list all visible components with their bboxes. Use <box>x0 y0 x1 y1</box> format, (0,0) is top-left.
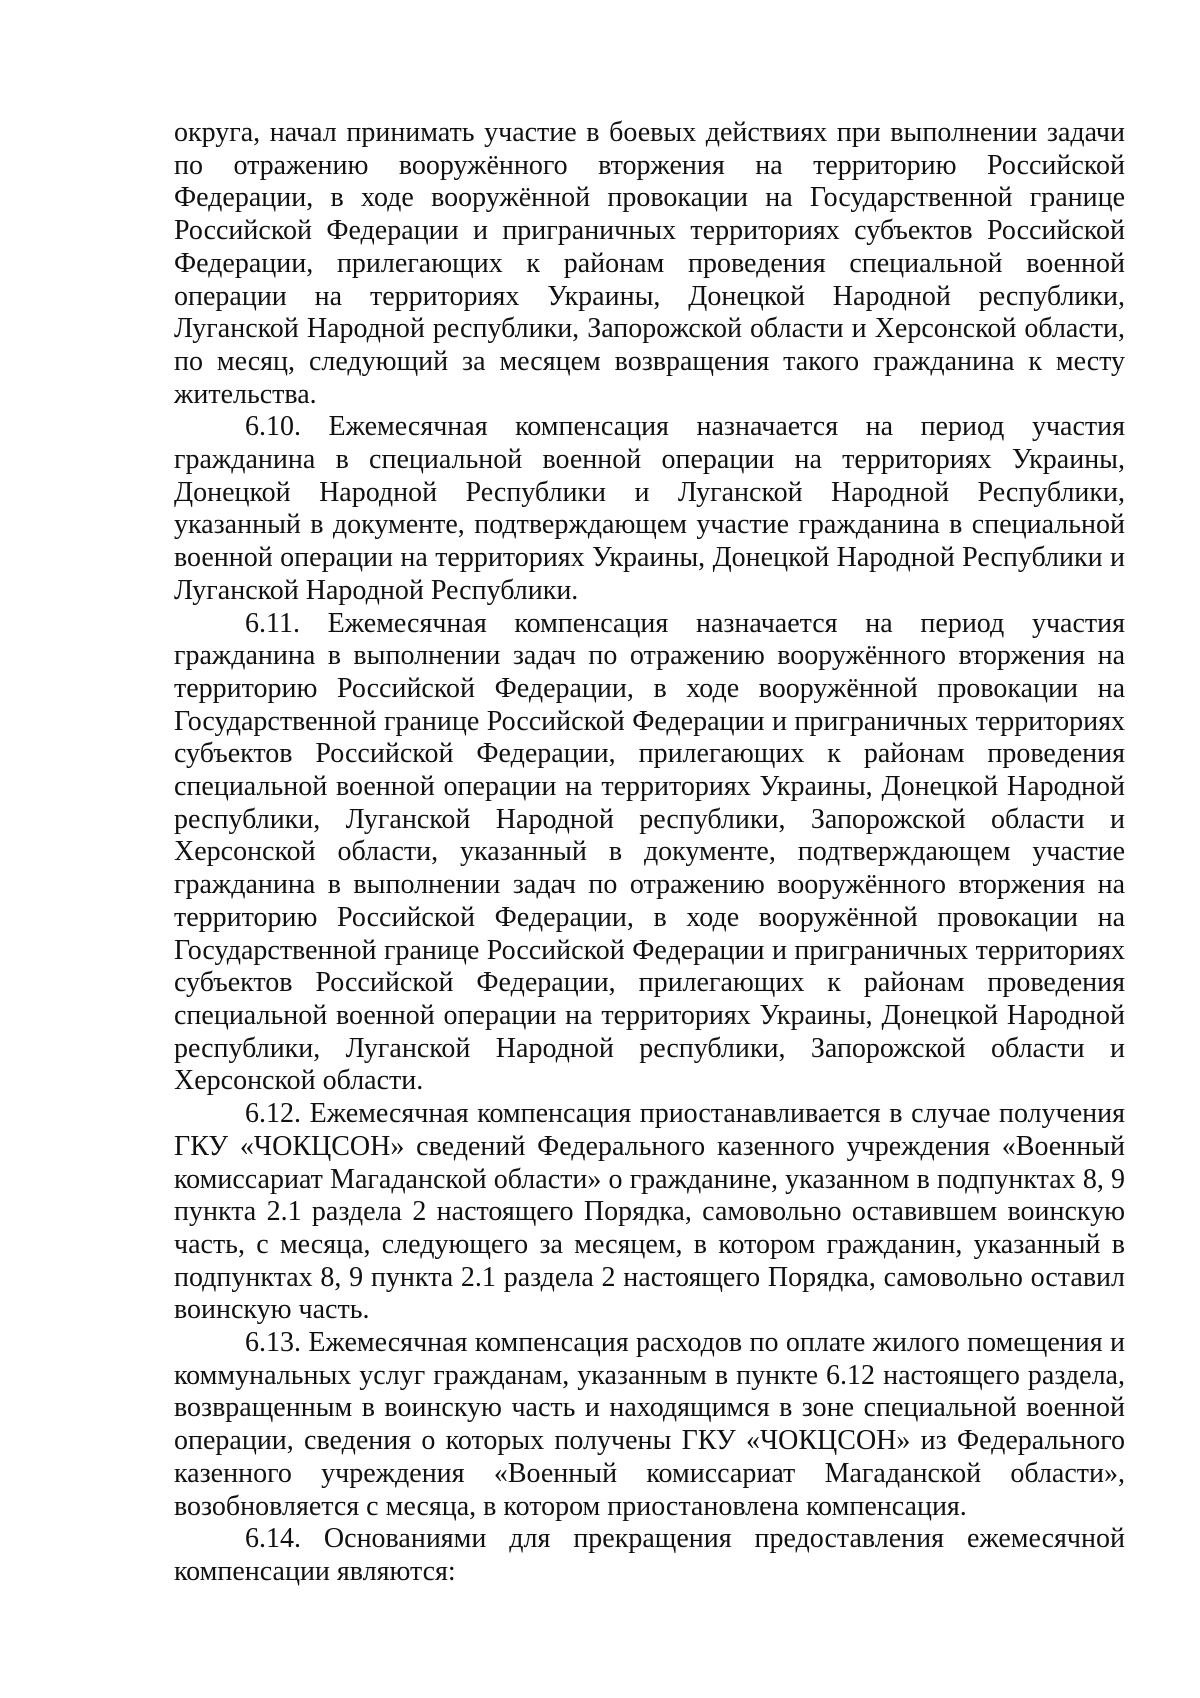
paragraph-6-13: 6.13. Ежемесячная компенсация расходов по оплате жилого помещения и коммунальных услуг гражданам, указанным в пункте 6.12 настоящего раздела, возвращенным в воинскую часть и находящимся в зоне специальной военной операции, сведения о которых получены ГКУ «ЧОКЦСОН» из Федерального казенного учреждения «Военный комиссариат Магаданской области», возобновляется с месяца, в котором приостановлена компенсация. <box>174 1327 1125 1522</box>
paragraph-6-12: 6.12. Ежемесячная компенсация приостанавливается в случае получения ГКУ «ЧОКЦСОН» сведений Федерального казенного учреждения «Военный комиссариат Магаданской области» о гражданине, указанном в подпунктах 8, 9 пункта 2.1 раздела 2 настоящего Порядка, самовольно оставившем воинскую часть, с месяца, следующего за месяцем, в котором гражданин, указанный в подпунктах 8, 9 пункта 2.1 раздела 2 настоящего Порядка, самовольно оставил воинскую часть. <box>174 1098 1125 1326</box>
paragraph-continuation: округа, начал принимать участие в боевых действиях при выполнении задачи по отражению вооружённого вторжения на территорию Российской Федерации, в ходе вооружённой провокации на Государственной границе Российской Федерации и приграничных территориях субъектов Российской Федерации, прилегающих к районам проведения специальной военной операции на территориях Украины, Донецкой Народной республики, Луганской Народной республики, Запорожской области и Херсонской области, по месяц, следующий за месяцем возвращения такого гражданина к месту жительства. <box>174 117 1125 410</box>
paragraph-6-14: 6.14. Основаниями для прекращения предоставления ежемесячной компенсации являются: <box>174 1523 1125 1587</box>
document-body <box>174 117 1125 1589</box>
paragraph-6-10: 6.10. Ежемесячная компенсация назначается на период участия гражданина в специальной военной операции на территориях Украины, Донецкой Народной Республики и Луганской Народной Республики, указанный в документе, подтверждающем участие гражданина в специальной военной операции на территориях Украины, Донецкой Народной Республики и Луганской Народной Республики. <box>174 411 1125 606</box>
paragraph-6-11: 6.11. Ежемесячная компенсация назначается на период участия гражданина в выполнении задач по отражению вооружённого вторжения на территорию Российской Федерации, в ходе вооружённой провокации на Государственной границе Российской Федерации и приграничных территориях субъектов Российской Федерации, прилегающих к районам проведения специальной военной операции на территориях Украины, Донецкой Народной республики, Луганской Народной республики, Запорожской области и Херсонской области, указанный в документе, подтверждающем участие гражданина в выполнении задач по отражению вооружённого вторжения на территорию Российской Федерации, в ходе вооружённой провокации на Государственной границе Российской Федерации и приграничных территориях субъектов Российской Федерации, прилегающих к районам проведения специальной военной операции на территориях Украины, Донецкой Народной республики, Луганской Народной республики, Запорожской области и Херсонской области. <box>174 607 1125 1097</box>
